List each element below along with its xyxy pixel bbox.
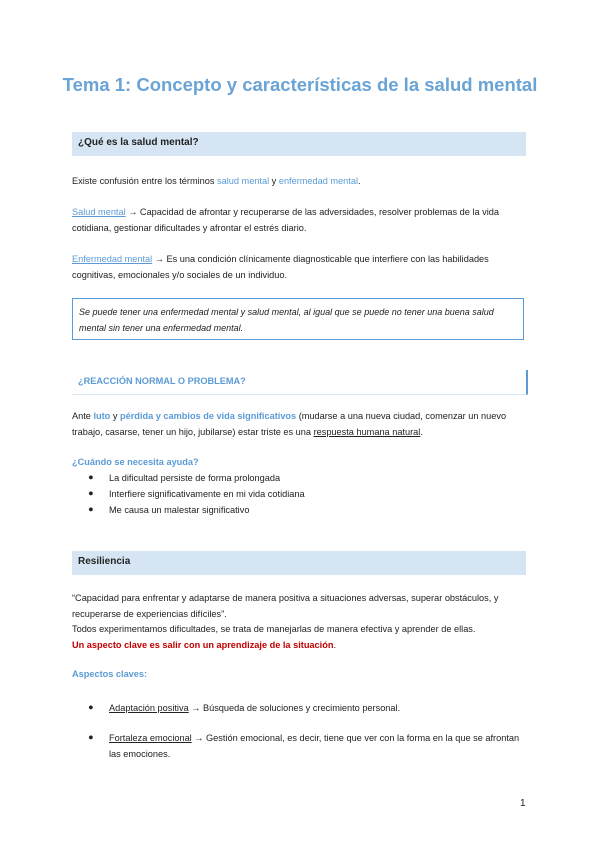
section-heading: ¿Qué es la salud mental?	[78, 137, 199, 148]
bullet-icon: ●	[88, 488, 94, 498]
text: → Búsqueda de soluciones y crecimiento personal.	[188, 703, 401, 713]
underlined-term: Fortaleza emocional	[109, 733, 192, 743]
section-heading: Resiliencia	[78, 556, 131, 567]
text: .	[358, 176, 361, 186]
term-highlight: luto	[93, 411, 111, 421]
term-highlight: pérdida y cambios de vida significativos	[120, 411, 297, 421]
term-link: Enfermedad mental	[72, 254, 153, 264]
list-item: La dificultad persiste de forma prolongada	[109, 473, 281, 483]
section-heading-band	[72, 370, 528, 395]
text: Existe confusión entre los términos	[72, 176, 218, 186]
bullet-icon: ●	[88, 504, 94, 514]
list-item	[109, 730, 529, 762]
underlined-term: respuesta humana natural	[313, 427, 421, 437]
term-highlight: salud mental	[217, 176, 270, 186]
definition-salud-mental	[72, 204, 530, 236]
text: → Gestión emocional, es decir, tiene que ver con la forma en la que se afrontan las emociones.	[109, 733, 520, 759]
quote-text: Se puede tener una enfermedad mental y salud mental, al igual que se puede no tener una buena salud mental sin tener una enfermedad mental.	[79, 307, 494, 333]
bullet-icon: ●	[88, 732, 94, 742]
text: .	[420, 427, 423, 437]
definition-text: → Capacidad de afrontar y recuperarse de las adversidades, resolver problemas de la vida cotidiana, gestionar dificultades y afrontar el estrés diario.	[72, 207, 499, 233]
underlined-term: Adaptación positiva	[109, 703, 189, 713]
quote-box	[72, 298, 524, 340]
highlighted-red-text: Un aspecto clave es salir con un aprendizaje de la situación	[72, 640, 334, 650]
intro-paragraph	[72, 173, 530, 189]
resiliencia-line: Todos experimentamos dificultades, se trata de manejarlas de manera efectiva y aprender de ellas.	[72, 624, 476, 634]
bullet-icon: ●	[88, 702, 94, 712]
text: (mudarse a una nueva ciudad, comenzar un nuevo trabajo, casarse, tener un hijo, jubilarse) estar triste es una	[72, 411, 507, 437]
subheading: ¿Cuándo se necesita ayuda?	[72, 457, 199, 467]
definition-enfermedad-mental	[72, 251, 530, 283]
term-link: Salud mental	[72, 207, 126, 217]
list-item: Me causa un malestar significativo	[109, 505, 250, 515]
text: .	[333, 640, 336, 650]
reaction-paragraph	[72, 408, 530, 440]
subheading: Aspectos claves:	[72, 669, 148, 679]
term-highlight: enfermedad mental	[278, 176, 358, 186]
section-heading: ¿REACCIÓN NORMAL O PROBLEMA?	[78, 376, 246, 386]
text: y	[110, 411, 120, 421]
page-title: Tema 1: Concepto y características de la salud mental	[62, 74, 538, 95]
text: y	[269, 176, 279, 186]
key-aspect-line	[72, 637, 530, 653]
text: Ante	[72, 411, 94, 421]
page-number: 1	[520, 798, 526, 809]
section-heading-band	[72, 132, 526, 156]
bullet-icon: ●	[88, 472, 94, 482]
definition-text: → Es una condición clínicamente diagnosticable que interfiere con las habilidades cognitivas, emocionales y/o sociales de un individuo.	[72, 254, 489, 280]
list-item: Interfiere significativamente en mi vida cotidiana	[109, 489, 305, 499]
resiliencia-definition: “Capacidad para enfrentar y adaptarse de manera positiva a situaciones adversas, superar obstáculos, y recuperarse de experiencias difíciles”.	[72, 593, 499, 619]
list-item	[109, 700, 529, 716]
section-heading-band	[72, 551, 526, 575]
